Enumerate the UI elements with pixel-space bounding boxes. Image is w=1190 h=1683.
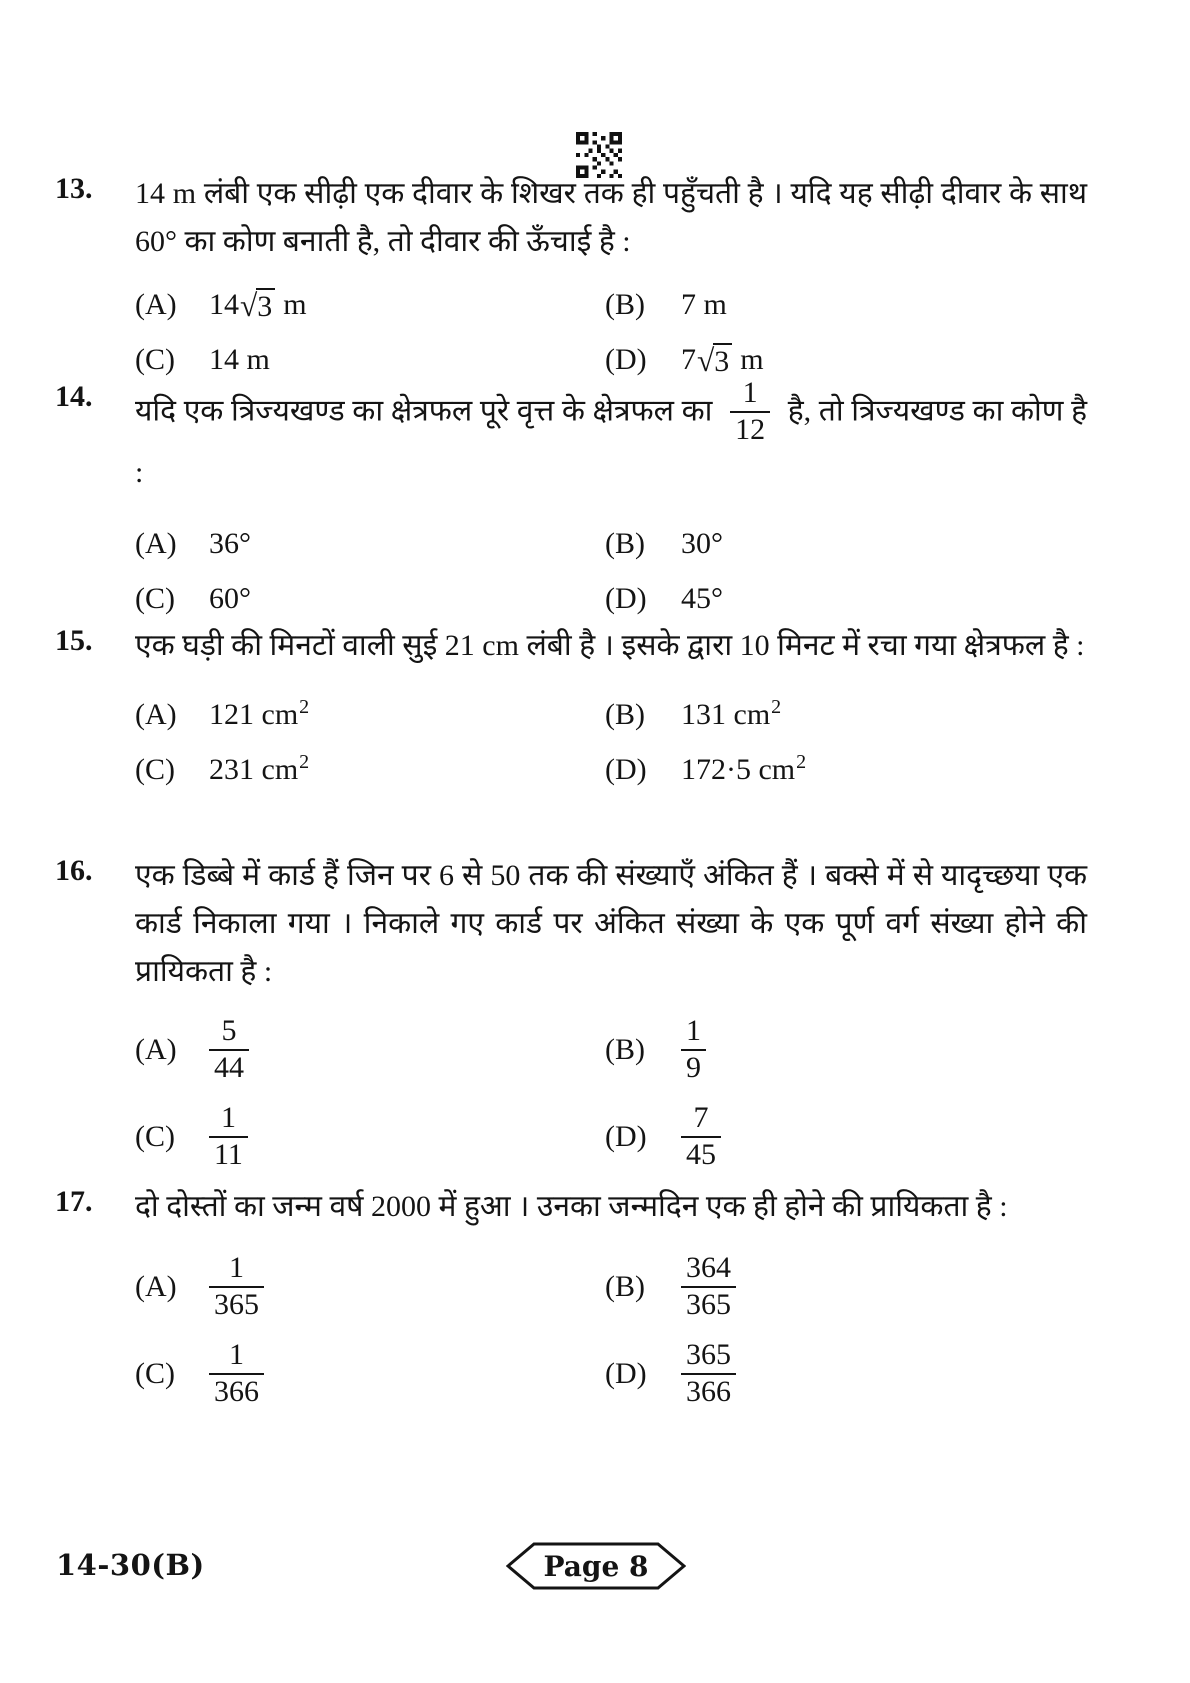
option-value: 45° <box>681 582 723 615</box>
fraction: $\frac{1}{365}$ <box>209 1251 264 1322</box>
option-value: 7 m <box>681 288 727 321</box>
option-value <box>681 1338 1087 1409</box>
question-text: एक घड़ी की मिनटों वाली सुई 21 cm लंबी है । इसके द्वारा 10 मिनट में रचा गया क्षेत्रफल है : <box>135 629 1085 662</box>
option-label: (C) <box>135 343 175 376</box>
options-grid <box>135 521 1087 622</box>
option-value <box>681 1251 1087 1322</box>
options-grid <box>135 1014 1087 1172</box>
question-13 <box>0 170 1190 383</box>
fraction: $\frac{1}{9}$ <box>681 1014 706 1085</box>
fraction: $\frac{5}{44}$ <box>209 1014 249 1085</box>
option-label: (D) <box>605 1356 647 1390</box>
option-value <box>209 1338 605 1409</box>
option-label: (C) <box>135 753 175 786</box>
question-17 <box>0 1183 1190 1409</box>
question-number: 13. <box>55 172 93 205</box>
question-16 <box>0 852 1190 1172</box>
option-value: 231 $cm^2$ <box>209 751 310 786</box>
fraction: $\frac{1}{366}$ <box>209 1338 264 1409</box>
option-label: (D) <box>605 582 647 615</box>
option-label: (D) <box>605 753 647 786</box>
option-value: 30° <box>681 527 723 560</box>
option-label: (B) <box>605 1032 645 1066</box>
option-value: 131 $cm^2$ <box>681 696 782 731</box>
option-value <box>209 1101 605 1172</box>
options-grid <box>135 692 1087 793</box>
question-14 <box>0 378 1190 622</box>
question-number: 14. <box>55 380 93 413</box>
option-value: 172·5 $cm^2$ <box>681 751 807 786</box>
option-value <box>681 1014 1087 1085</box>
question-15 <box>0 622 1190 793</box>
question-text: दो दोस्तों का जन्म वर्ष 2000 में हुआ । उनका जन्मदिन एक ही होने की प्रायिकता है : <box>135 1190 1008 1223</box>
option-value: 14 √ 3 m <box>209 288 307 323</box>
paper-code: 14-30(B) <box>56 1548 205 1582</box>
option-label: (A) <box>135 1269 177 1303</box>
question-number: 16. <box>55 854 93 887</box>
option-value: 36° <box>209 527 251 560</box>
question-text: 14 m लंबी एक सीढ़ी एक दीवार के शिखर तक ही पहुँचती है । यदि यह सीढ़ी दीवार के साथ 60° का कोण बनाती है, तो दीवार की ऊँचाई है : <box>135 177 1087 258</box>
fraction: $\frac{7}{45}$ <box>681 1101 721 1172</box>
option-label: (B) <box>605 698 645 731</box>
option-label: (C) <box>135 1356 175 1390</box>
option-label: (A) <box>135 698 177 731</box>
option-value <box>209 1014 605 1085</box>
option-label: (A) <box>135 1032 177 1066</box>
option-value: 60° <box>209 582 251 615</box>
option-label: (B) <box>605 1269 645 1303</box>
option-value: 14 m <box>209 343 270 376</box>
option-label: (A) <box>135 527 177 560</box>
page-number-label: Page 8 <box>543 1549 649 1583</box>
question-number: 17. <box>55 1185 93 1218</box>
option-label: (C) <box>135 582 175 615</box>
option-value: 121 $cm^2$ <box>209 696 310 731</box>
option-label: (B) <box>605 527 645 560</box>
question-number: 15. <box>55 624 93 657</box>
option-label: (D) <box>605 343 647 376</box>
question-text: एक डिब्बे में कार्ड हैं जिन पर 6 से 50 तक की संख्याएँ अंकित हैं । बक्से में से यादृच्छया एक कार्ड निकाला गया । निकाले गए कार्ड पर अंकित संख्या के एक पूर्ण वर्ग संख्या होने की प्रायिकता है : <box>135 859 1087 988</box>
inline-fraction: $\frac{1}{12}$ <box>730 376 770 447</box>
option-value <box>209 1251 605 1322</box>
sqrt-icon: √ <box>697 343 715 378</box>
option-value <box>681 1101 1087 1172</box>
fraction: $\frac{364}{365}$ <box>681 1251 736 1322</box>
fraction: $\frac{1}{11}$ <box>209 1101 248 1172</box>
question-text: यदि एक त्रिज्यखण्ड का क्षेत्रफल पूरे वृत्त के क्षेत्रफल का $\frac{1}{12}$ है, तो त्रिज्यखण्ड का कोण है : <box>135 376 1088 489</box>
options-grid <box>135 1251 1087 1409</box>
option-label: (D) <box>605 1119 647 1153</box>
page-number-badge <box>506 1542 686 1590</box>
options-grid <box>135 282 1087 383</box>
option-label: (B) <box>605 288 645 321</box>
option-value: 7 √ 3 m <box>681 343 764 378</box>
option-label: (C) <box>135 1119 175 1153</box>
sqrt-icon: √ <box>240 288 258 323</box>
fraction: $\frac{365}{366}$ <box>681 1338 736 1409</box>
option-label: (A) <box>135 288 177 321</box>
